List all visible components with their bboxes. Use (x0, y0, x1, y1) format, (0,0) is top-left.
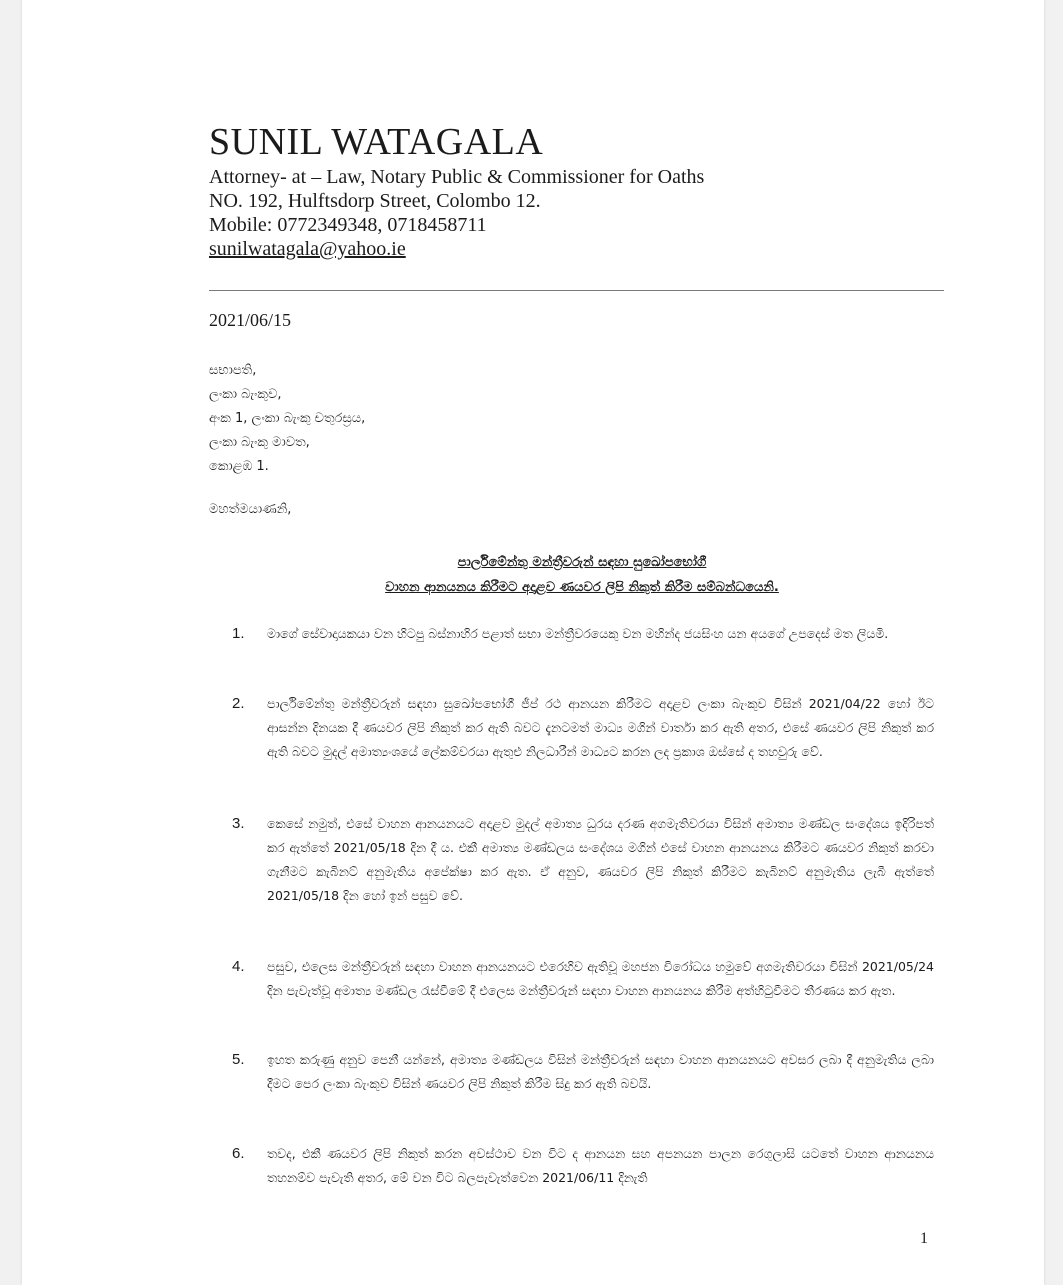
recipient-line: අංක 1, ලංකා බැංකු චතුරස්‍රය, (209, 411, 366, 426)
paragraph-text: මාගේ සේවාදායකයා වන හිටපු බස්නාහිර පළාත් සභා මන්ත්‍රීවරයෙකු වන මහින්ද ජයසිංහ යන අයගේ උපදෙස් මත ලියමි. (267, 626, 889, 641)
subject-line-2: වාහන ආනයනය කිරීමට අදාළව ණයවර ලිපි නිකුත් කිරීම සම්බන්ධයෙනි. (385, 580, 779, 595)
recipient-line: කොළඹ 1. (209, 459, 269, 474)
document-page (22, 0, 1044, 1285)
subject-line-1: පාර්ලිමේන්තු මන්ත්‍රීවරුන් සඳහා සුඛෝපභෝගී (457, 555, 707, 570)
paragraph-text: කෙසේ නමුත්, එසේ වාහන ආනයනයට අදාළව මුදල් අමාත්‍ය ධුරය දරණ අගමැතිවරයා විසින් අමාත්‍ය මණ්ඩල සංදේශය ඉදිරිපත් කර ඇත්තේ 2021/05/18 දින දී ය. එකී අමාත්‍ය මණ්ඩලය සංදේශය මගින් එසේ වාහන ආනයනය කිරීමට ණයවර නිකුත් කරවා ගැනීමට කැබිනට් අනුමැතිය අපේක්ෂා කර ඇත. ඒ අනුව, ණයවර ලිපි නිකුත් කිරීමට කැබිනට් අනුමැතිය ලැබී ඇත්තේ 2021/05/18 දින හෝ ඉන් පසුව වේ. (267, 816, 934, 903)
letterhead-divider (209, 290, 944, 291)
paragraph-text: පාර්ලිමේන්තු මන්ත්‍රීවරුන් සඳහා සුඛෝපභෝගී ජීප් රථ ආනයන කිරීමට අදාළව ලංකා බැංකුව විසින් 2021/04/22 හෝ ඊට ආසන්න දිනයක දී ණයවර ලිපි නිකුත් කර ඇති බවට දැනටමත් මාධ්‍ය මගින් වාර්තා කර ඇති අතර, එසේ ණයවර ලිපි නිකුත් කර ඇති බවට මුදල් අමාත්‍යංශයේ ලේකම්වරයා ඇතුළු නිලධාරීන් මාධ්‍යට කරන ලද ප්‍රකාශ ඔස්සේ ද තහවුරු වේ. (267, 696, 934, 759)
page-number: 1 (920, 1230, 928, 1247)
paragraph-number: 4. (232, 958, 245, 975)
letterhead-address: NO. 192, Hulftsdorp Street, Colombo 12. (209, 190, 541, 212)
letterhead-name: SUNIL WATAGALA (209, 121, 544, 163)
salutation: මහත්මයාණනි, (209, 502, 292, 517)
paragraph-number: 1. (232, 625, 245, 642)
paragraph-number: 6. (232, 1145, 245, 1162)
paragraph-text: ඉහත කරුණු අනුව පෙනී යන්නේ, අමාත්‍ය මණ්ඩලය විසින් මන්ත්‍රීවරුන් සඳහා වාහන ආනයනයට අවසර ලබා දී අනුමැතිය ලබා දීමට පෙර ලංකා බැංකුව විසින් ණයවර ලිපි නිකුත් කිරීම සිදු කර ඇති බවයි. (267, 1052, 934, 1091)
letter-date: 2021/06/15 (209, 310, 292, 330)
recipient-line: ලංකා බැංකු මාවත, (209, 435, 310, 450)
paragraph-number: 5. (232, 1051, 245, 1068)
paragraph-text: පසුව, එලෙස මන්ත්‍රීවරුන් සඳහා වාහන ආනයනයට එරෙහිව ඇතිවූ මහජන විරෝධය හමුවේ අගමැතිවරයා විසින් 2021/05/24 දින පැවැත්වූ අමාත්‍ය මණ්ඩල රැස්වීමේ දී එලෙස මන්ත්‍රීවරුන් සඳහා වාහන ආනයනය කිරීම අත්හිටුවීමට තීරණය කර ඇත. (267, 959, 934, 998)
letterhead-email: sunilwatagala@yahoo.ie (209, 238, 406, 260)
recipient-line: සභාපති, (209, 363, 257, 378)
paragraph-number: 3. (232, 815, 245, 832)
letterhead-title: Attorney- at – Law, Notary Public & Commissioner for Oaths (209, 166, 705, 188)
paragraph-number: 2. (232, 695, 245, 712)
recipient-line: ලංකා බැංකුව, (209, 387, 282, 402)
paragraph-text: තවද, එකී ණයවර ලිපි නිකුත් කරන අවස්ථාව වන විට ද ආනයන සහ අපනයන පාලන රෙගුලාසි යටතේ වාහන ආනයනය තහනම්ව පැවැති අතර, මේ වන විට බලපැවැත්වෙන 2021/06/11 දිනැති (267, 1146, 934, 1185)
letterhead-mobile: Mobile: 0772349348, 0718458711 (209, 214, 487, 236)
